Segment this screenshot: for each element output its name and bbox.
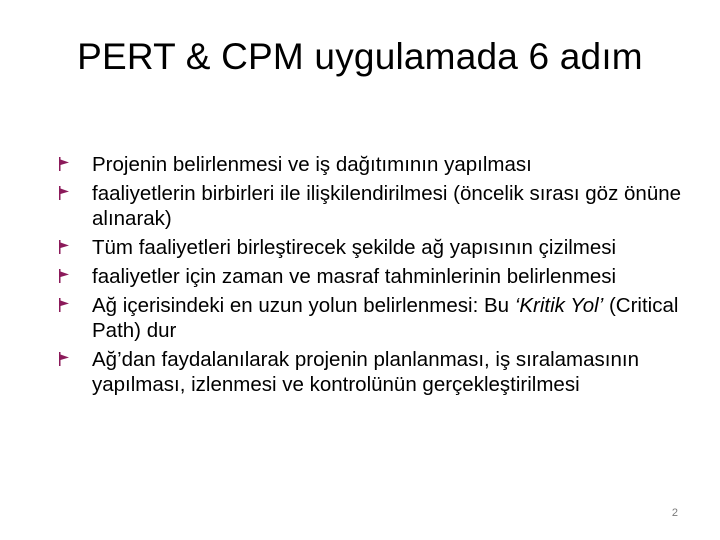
bullet-list <box>56 152 686 401</box>
bullet-text <box>92 348 639 396</box>
bullet-text <box>92 153 532 176</box>
flag-icon <box>56 156 72 172</box>
flag-icon <box>56 297 72 313</box>
bullet-text-part: faaliyetler için zaman ve masraf tahminlerinin belirlenmesi <box>92 265 617 288</box>
bullet-item <box>56 293 686 343</box>
bullet-text-part: Projenin belirlenmesi ve iş dağıtımının yapılması <box>92 153 532 176</box>
bullet-text <box>92 294 678 342</box>
bullet-text-part: Ağ’dan faydalanılarak projenin planlanması, iş sıralamasının yapılması, izlenmesi ve kontrolünün gerçekleştirilmesi <box>92 348 639 396</box>
bullet-text <box>92 265 616 288</box>
flag-icon <box>56 268 72 284</box>
flag-icon <box>56 185 72 201</box>
bullet-text-part: (Critical Path) dur <box>92 294 679 342</box>
flag-icon <box>56 351 72 367</box>
bullet-item <box>56 264 686 289</box>
bullet-text <box>92 182 681 230</box>
bullet-item <box>56 181 686 231</box>
bullet-text <box>92 236 616 259</box>
bullet-item <box>56 152 686 177</box>
bullet-item <box>56 235 686 260</box>
flag-icon <box>56 239 72 255</box>
bullet-text-part: Ağ içerisindeki en uzun yolun belirlenmesi: Bu <box>92 294 515 317</box>
bullet-text-part: faaliyetlerin birbirleri ile ilişkilendirilmesi (öncelik sırası göz önüne alınarak) <box>92 182 682 230</box>
page-number: 2 <box>671 507 678 519</box>
bullet-item <box>56 347 686 397</box>
critical-path-term: ‘Kritik Yol’ <box>514 294 604 317</box>
slide-title: PERT & CPM uygulamada 6 adım <box>77 36 643 77</box>
bullet-text-part: Tüm faaliyetleri birleştirecek şekilde ağ yapısının çizilmesi <box>92 236 617 259</box>
